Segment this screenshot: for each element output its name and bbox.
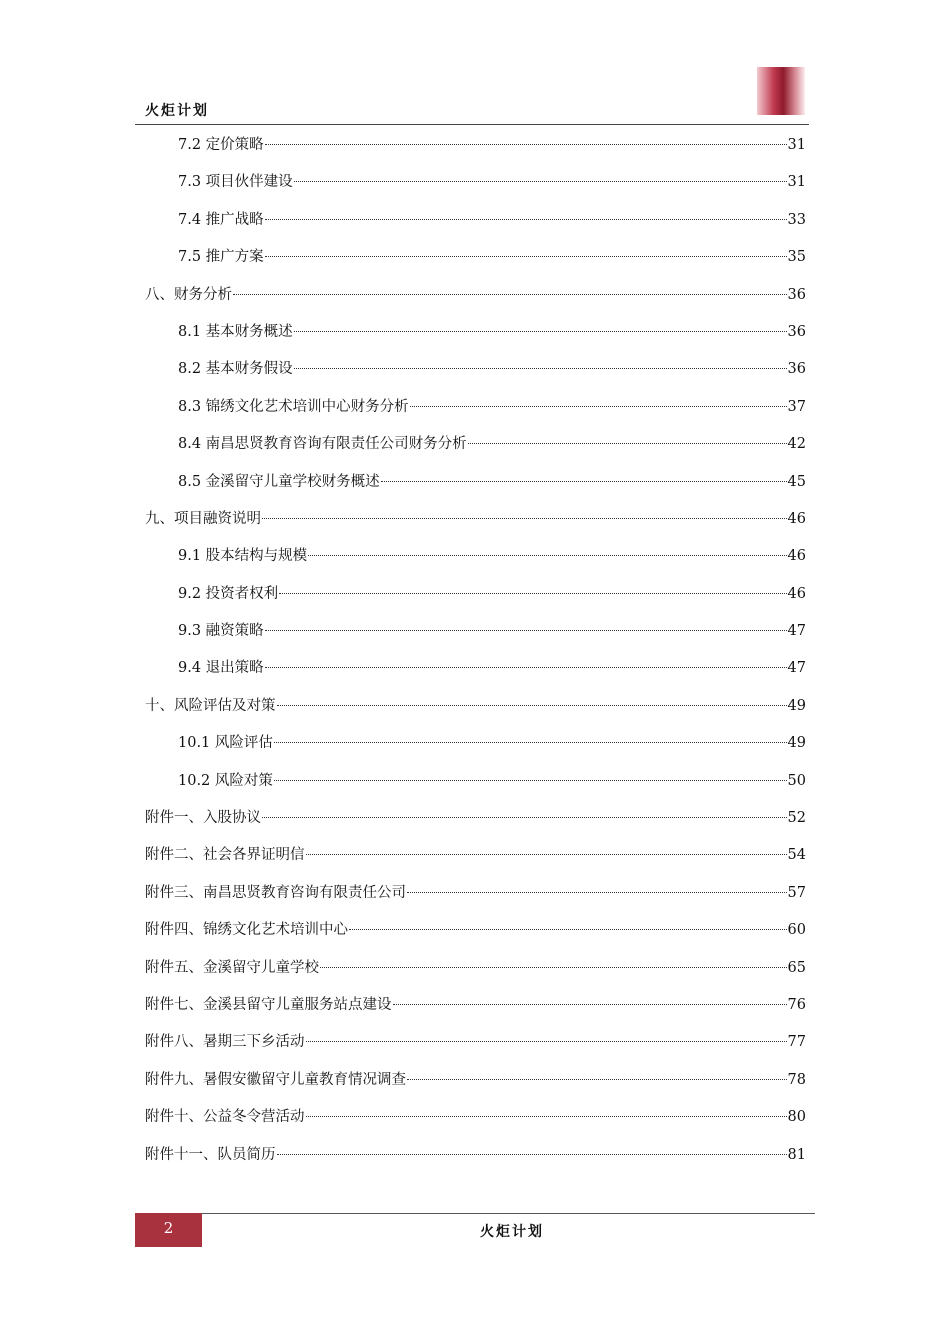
toc-entry-label: 九、项目融资说明 [145, 510, 261, 527]
header-title: 火炬计划 [145, 103, 209, 119]
toc-entry-label: 附件九、暑假安徽留守儿童教育情况调查 [145, 1071, 406, 1088]
toc-entry-page-number: 78 [787, 1071, 806, 1088]
toc-dot-leader [407, 1079, 787, 1080]
toc-entry-page-number: 52 [787, 810, 806, 827]
toc-entry-page-number: 60 [787, 922, 806, 939]
header-divider [135, 124, 809, 125]
toc-dot-leader [306, 1116, 787, 1117]
toc-dot-leader [233, 294, 787, 295]
toc-entry[interactable] [145, 950, 806, 987]
toc-dot-leader [265, 144, 787, 145]
toc-entry-label: 8.4 南昌思贤教育咨询有限责任公司财务分析 [178, 436, 467, 453]
toc-entry-page-number: 46 [787, 585, 806, 602]
toc-entry[interactable] [145, 127, 806, 164]
toc-entry-label: 附件十一、队员简历 [145, 1146, 276, 1163]
toc-dot-leader [410, 406, 787, 407]
toc-entry-page-number: 49 [787, 735, 806, 752]
toc-entry-label: 附件五、金溪留守儿童学校 [145, 959, 319, 976]
toc-dot-leader [308, 555, 786, 556]
toc-entry-label: 附件八、暑期三下乡活动 [145, 1034, 305, 1051]
toc-entry-page-number: 37 [787, 398, 806, 415]
toc-entry-page-number: 77 [787, 1034, 806, 1051]
toc-entry-label: 7.4 推广战略 [178, 211, 264, 228]
toc-entry-page-number: 54 [787, 847, 806, 864]
toc-entry-label: 9.1 股本结构与规模 [178, 548, 308, 565]
toc-entry-page-number: 47 [787, 660, 806, 677]
toc-entry-page-number: 47 [787, 623, 806, 640]
toc-entry[interactable] [145, 464, 806, 501]
toc-entry[interactable] [145, 202, 806, 239]
toc-entry-page-number: 33 [787, 211, 806, 228]
toc-dot-leader [262, 817, 787, 818]
toc-entry-page-number: 31 [787, 174, 806, 191]
toc-entry[interactable] [145, 1137, 806, 1174]
toc-dot-leader [262, 518, 787, 519]
toc-entry[interactable] [145, 389, 806, 426]
toc-dot-leader [265, 667, 787, 668]
toc-entry-page-number: 49 [787, 697, 806, 714]
footer-title: 火炬计划 [480, 1224, 544, 1240]
toc-dot-leader [407, 892, 787, 893]
table-of-contents [145, 127, 806, 1174]
toc-entry[interactable] [145, 351, 806, 388]
toc-entry[interactable] [145, 576, 806, 613]
toc-entry-page-number: 57 [787, 884, 806, 901]
toc-entry[interactable] [145, 837, 806, 874]
toc-entry-label: 附件七、金溪县留守儿童服务站点建设 [145, 996, 392, 1013]
toc-entry[interactable] [145, 650, 806, 687]
toc-entry[interactable] [145, 164, 806, 201]
toc-dot-leader [277, 1154, 787, 1155]
page-number: 2 [135, 1213, 202, 1247]
toc-entry[interactable] [145, 1062, 806, 1099]
toc-entry[interactable] [145, 725, 806, 762]
toc-entry-page-number: 76 [787, 996, 806, 1013]
toc-entry-label: 附件二、社会各界证明信 [145, 847, 305, 864]
toc-entry[interactable] [145, 613, 806, 650]
toc-entry-label: 9.2 投资者权利 [178, 585, 279, 602]
toc-entry-label: 附件三、南昌思贤教育咨询有限责任公司 [145, 884, 406, 901]
toc-entry[interactable] [145, 501, 806, 538]
toc-entry[interactable] [145, 1099, 806, 1136]
toc-entry[interactable] [145, 314, 806, 351]
torch-plan-logo-icon [757, 67, 805, 115]
toc-dot-leader [294, 181, 787, 182]
toc-entry-page-number: 36 [787, 286, 806, 303]
toc-dot-leader [320, 967, 787, 968]
toc-entry-label: 7.3 项目伙伴建设 [178, 174, 293, 191]
toc-entry[interactable] [145, 426, 806, 463]
toc-entry-page-number: 50 [787, 772, 806, 789]
toc-dot-leader [393, 1004, 787, 1005]
footer-divider [135, 1213, 815, 1214]
toc-entry-label: 附件四、锦绣文化艺术培训中心 [145, 922, 348, 939]
toc-entry-page-number: 65 [787, 959, 806, 976]
toc-entry-label: 附件十、公益冬令营活动 [145, 1109, 305, 1126]
toc-entry-label: 7.5 推广方案 [178, 249, 264, 266]
toc-entry[interactable] [145, 763, 806, 800]
toc-entry[interactable] [145, 800, 806, 837]
toc-entry-label: 9.3 融资策略 [178, 623, 264, 640]
toc-dot-leader [274, 780, 787, 781]
toc-entry[interactable] [145, 875, 806, 912]
toc-entry-page-number: 45 [787, 473, 806, 490]
toc-entry-page-number: 31 [787, 137, 806, 153]
toc-entry[interactable] [145, 239, 806, 276]
toc-entry-page-number: 36 [787, 361, 806, 378]
toc-entry[interactable] [145, 277, 806, 314]
toc-entry-page-number: 81 [787, 1146, 806, 1163]
toc-entry-label: 8.3 锦绣文化艺术培训中心财务分析 [178, 398, 409, 415]
toc-entry[interactable] [145, 688, 806, 725]
toc-entry[interactable] [145, 912, 806, 949]
toc-entry-page-number: 46 [787, 548, 806, 565]
toc-dot-leader [306, 854, 787, 855]
toc-entry-label: 8.5 金溪留守儿童学校财务概述 [178, 473, 380, 490]
toc-dot-leader [279, 593, 786, 594]
toc-entry-label: 10.1 风险评估 [178, 735, 273, 752]
toc-dot-leader [468, 443, 787, 444]
toc-entry-label: 十、风险评估及对策 [145, 697, 276, 714]
toc-entry-page-number: 46 [787, 510, 806, 527]
toc-dot-leader [277, 705, 787, 706]
toc-entry-label: 8.1 基本财务概述 [178, 323, 293, 340]
toc-entry-label: 10.2 风险对策 [178, 772, 273, 789]
toc-dot-leader [294, 368, 787, 369]
toc-entry-label: 9.4 退出策略 [178, 660, 264, 677]
toc-entry[interactable] [145, 538, 806, 575]
toc-dot-leader [381, 481, 787, 482]
toc-entry[interactable] [145, 1024, 806, 1061]
toc-dot-leader [265, 630, 787, 631]
toc-dot-leader [349, 929, 787, 930]
toc-dot-leader [274, 742, 787, 743]
toc-entry-label: 八、财务分析 [145, 286, 232, 303]
toc-dot-leader [265, 219, 787, 220]
toc-dot-leader [265, 256, 787, 257]
toc-entry-page-number: 36 [787, 323, 806, 340]
toc-entry-page-number: 80 [787, 1109, 806, 1126]
toc-entry[interactable] [145, 987, 806, 1024]
toc-dot-leader [306, 1041, 787, 1042]
toc-entry-page-number: 35 [787, 249, 806, 266]
toc-entry-page-number: 42 [787, 436, 806, 453]
toc-entry-label: 附件一、入股协议 [145, 810, 261, 827]
toc-entry-label: 7.2 定价策略 [178, 137, 264, 153]
toc-entry-label: 8.2 基本财务假设 [178, 361, 293, 378]
toc-dot-leader [294, 331, 787, 332]
